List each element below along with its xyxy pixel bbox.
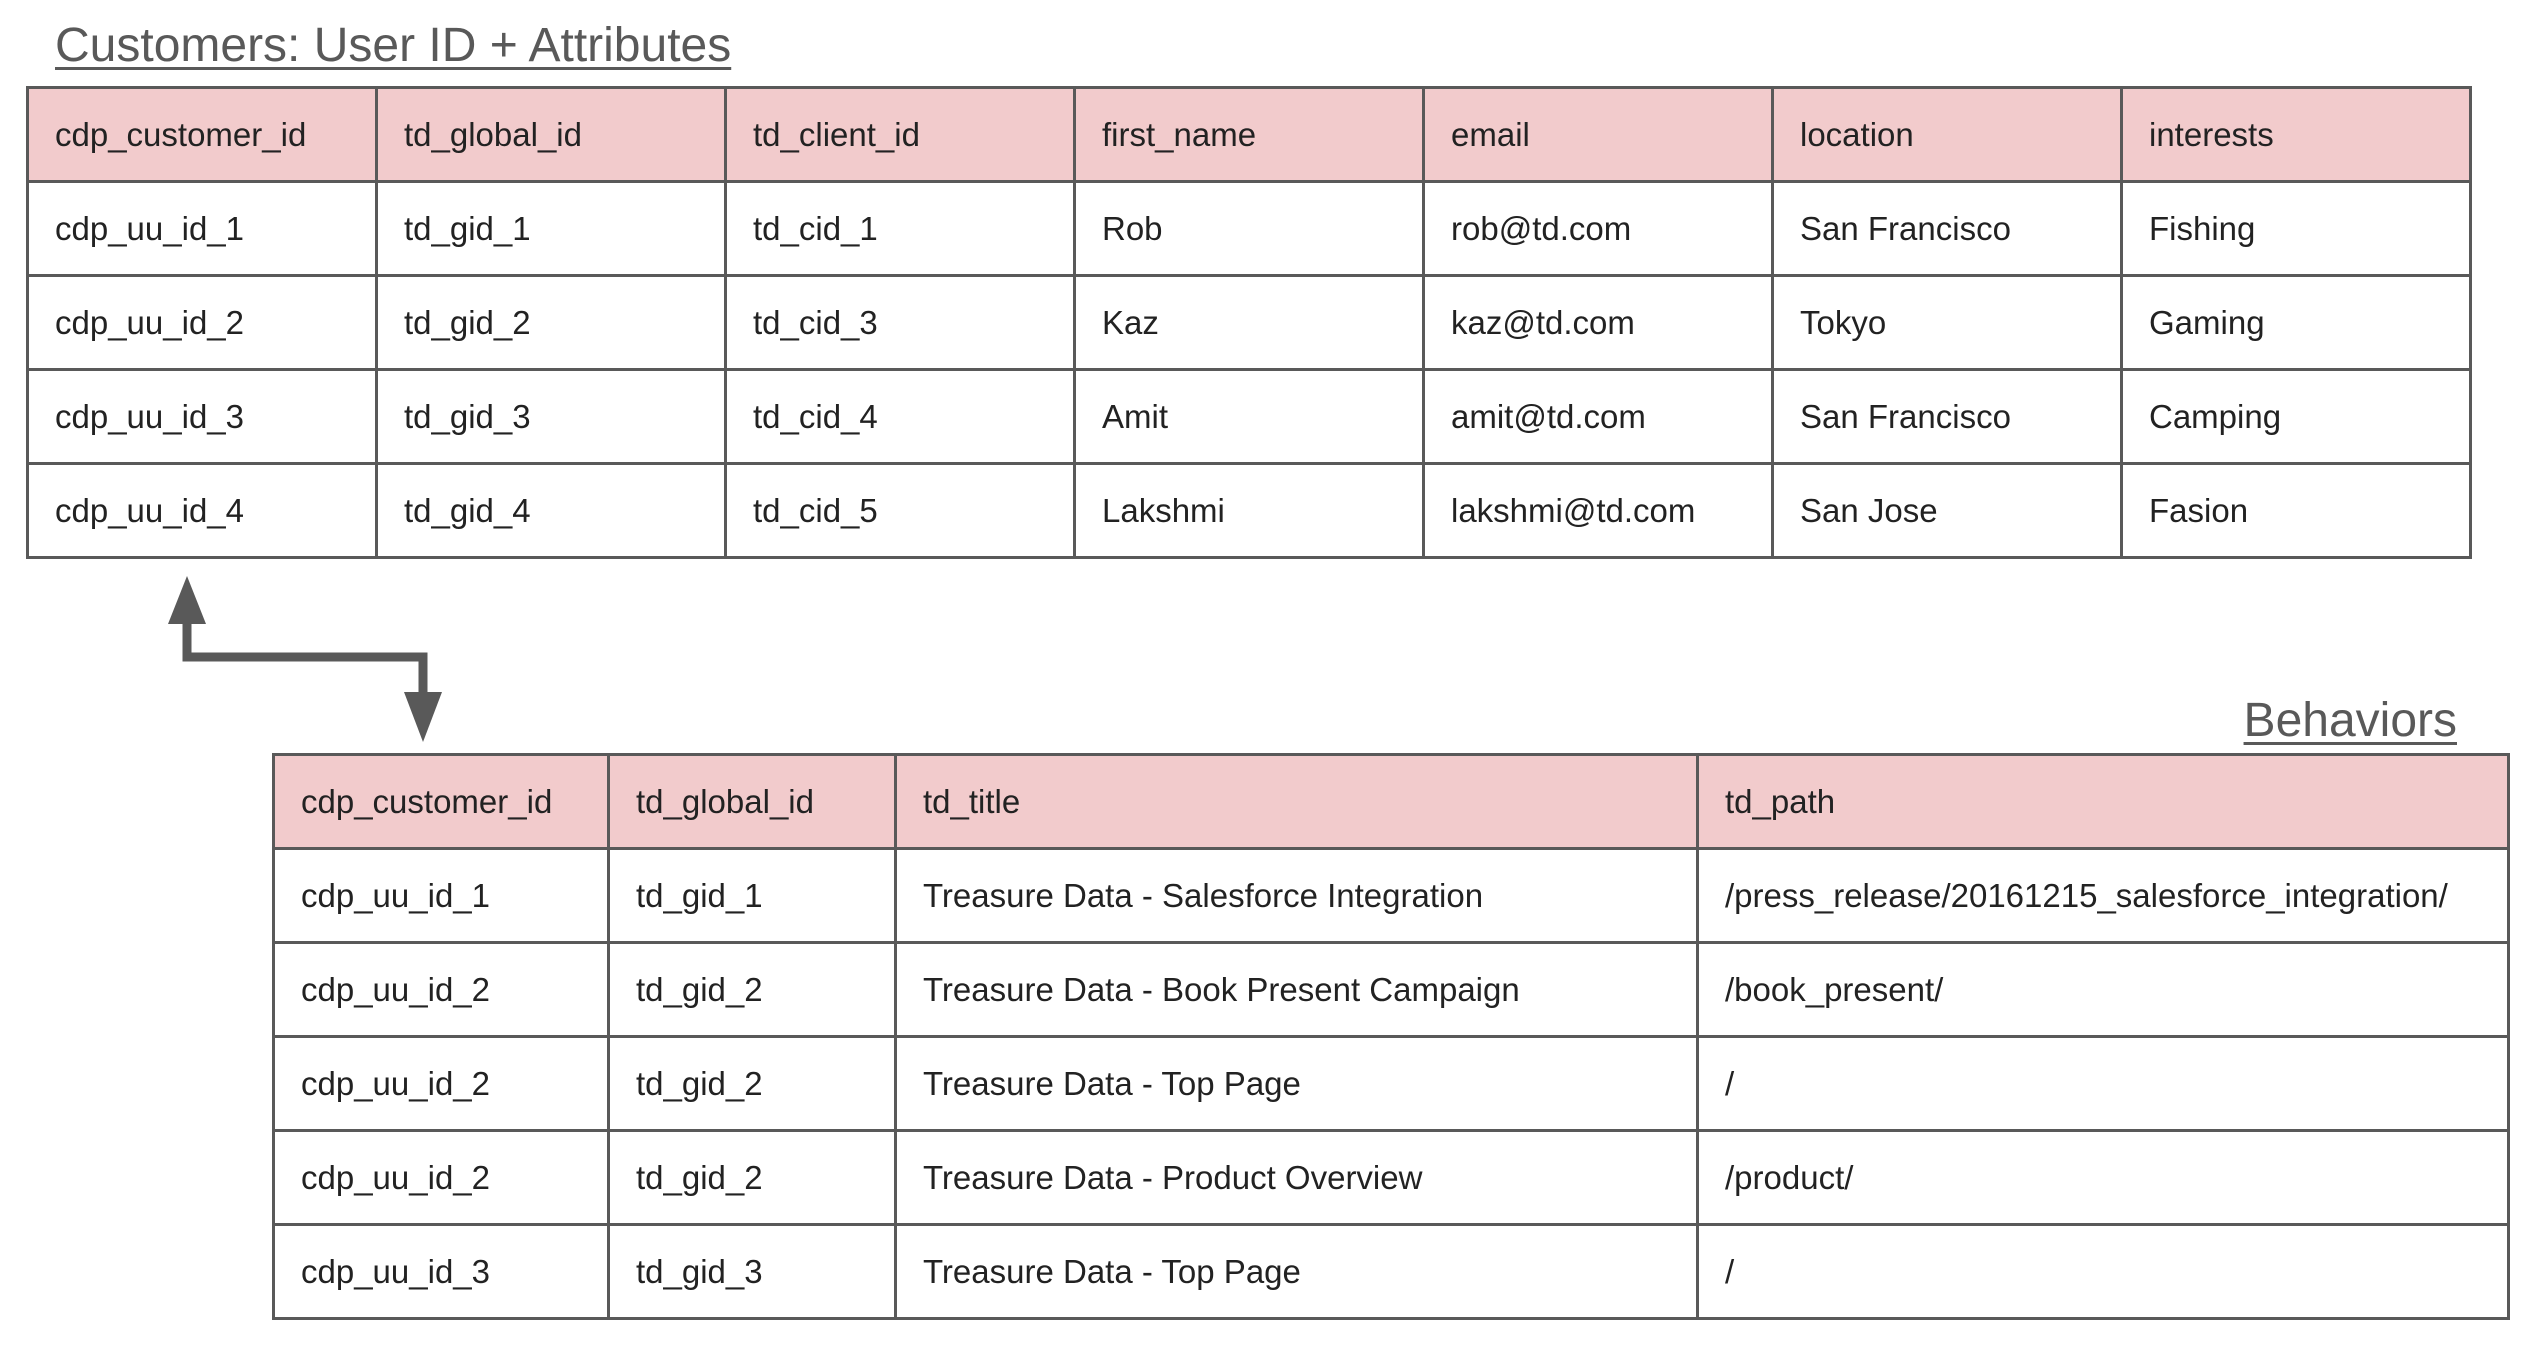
table-header-row [274, 755, 2509, 849]
table-cell: td_gid_4 [377, 464, 726, 558]
table-cell: td_gid_3 [377, 370, 726, 464]
table-cell: / [1698, 1225, 2509, 1319]
table-cell: /product/ [1698, 1131, 2509, 1225]
table-cell: San Jose [1773, 464, 2122, 558]
column-header: interests [2122, 88, 2471, 182]
table-row [274, 849, 2509, 943]
table-cell: kaz@td.com [1424, 276, 1773, 370]
table-cell: td_gid_1 [609, 849, 896, 943]
table-cell: Treasure Data - Salesforce Integration [896, 849, 1698, 943]
table-cell: td_cid_4 [726, 370, 1075, 464]
table-cell: Amit [1075, 370, 1424, 464]
table-row [274, 1131, 2509, 1225]
table-cell: lakshmi@td.com [1424, 464, 1773, 558]
column-header: td_global_id [609, 755, 896, 849]
table-cell: td_gid_3 [609, 1225, 896, 1319]
table-row [28, 370, 2471, 464]
table-cell: Treasure Data - Book Present Campaign [896, 943, 1698, 1037]
table-cell: cdp_uu_id_2 [28, 276, 377, 370]
table-cell: Camping [2122, 370, 2471, 464]
table-cell: Lakshmi [1075, 464, 1424, 558]
table-cell: cdp_uu_id_1 [28, 182, 377, 276]
column-header: td_client_id [726, 88, 1075, 182]
table-cell: Treasure Data - Top Page [896, 1037, 1698, 1131]
table-cell: cdp_uu_id_1 [274, 849, 609, 943]
column-header: first_name [1075, 88, 1424, 182]
table-cell: cdp_uu_id_2 [274, 1037, 609, 1131]
customers-table [26, 86, 2472, 559]
table-header-row [28, 88, 2471, 182]
table-cell: Gaming [2122, 276, 2471, 370]
behaviors-table-title: Behaviors [2243, 694, 2457, 747]
table-cell: San Francisco [1773, 182, 2122, 276]
column-header: email [1424, 88, 1773, 182]
behaviors-table [272, 753, 2510, 1320]
table-cell: /book_present/ [1698, 943, 2509, 1037]
column-header: td_path [1698, 755, 2509, 849]
table-cell: Rob [1075, 182, 1424, 276]
table-cell: cdp_uu_id_2 [274, 1131, 609, 1225]
column-header: cdp_customer_id [274, 755, 609, 849]
table-cell: td_cid_5 [726, 464, 1075, 558]
table-cell: cdp_uu_id_2 [274, 943, 609, 1037]
double-headed-elbow-arrow-icon [150, 570, 460, 750]
table-cell: amit@td.com [1424, 370, 1773, 464]
table-cell: td_cid_3 [726, 276, 1075, 370]
table-cell: Treasure Data - Product Overview [896, 1131, 1698, 1225]
table-cell: rob@td.com [1424, 182, 1773, 276]
table-cell: td_gid_1 [377, 182, 726, 276]
table-cell: Tokyo [1773, 276, 2122, 370]
table-row [274, 1225, 2509, 1319]
column-header: td_title [896, 755, 1698, 849]
table-cell: td_gid_2 [377, 276, 726, 370]
table-cell: /press_release/20161215_salesforce_integration/ [1698, 849, 2509, 943]
table-cell: td_gid_2 [609, 943, 896, 1037]
table-row [28, 276, 2471, 370]
table-cell: Fasion [2122, 464, 2471, 558]
table-cell: Kaz [1075, 276, 1424, 370]
table-cell: cdp_uu_id_3 [28, 370, 377, 464]
table-row [28, 182, 2471, 276]
table-cell: td_gid_2 [609, 1037, 896, 1131]
table-cell: Treasure Data - Top Page [896, 1225, 1698, 1319]
table-row [274, 1037, 2509, 1131]
table-cell: cdp_uu_id_4 [28, 464, 377, 558]
table-cell: San Francisco [1773, 370, 2122, 464]
table-cell: cdp_uu_id_3 [274, 1225, 609, 1319]
column-header: cdp_customer_id [28, 88, 377, 182]
table-cell: Fishing [2122, 182, 2471, 276]
table-row [28, 464, 2471, 558]
table-cell: / [1698, 1037, 2509, 1131]
table-cell: td_cid_1 [726, 182, 1075, 276]
column-header: td_global_id [377, 88, 726, 182]
table-cell: td_gid_2 [609, 1131, 896, 1225]
customers-table-title: Customers: User ID + Attributes [55, 19, 732, 72]
table-row [274, 943, 2509, 1037]
column-header: location [1773, 88, 2122, 182]
